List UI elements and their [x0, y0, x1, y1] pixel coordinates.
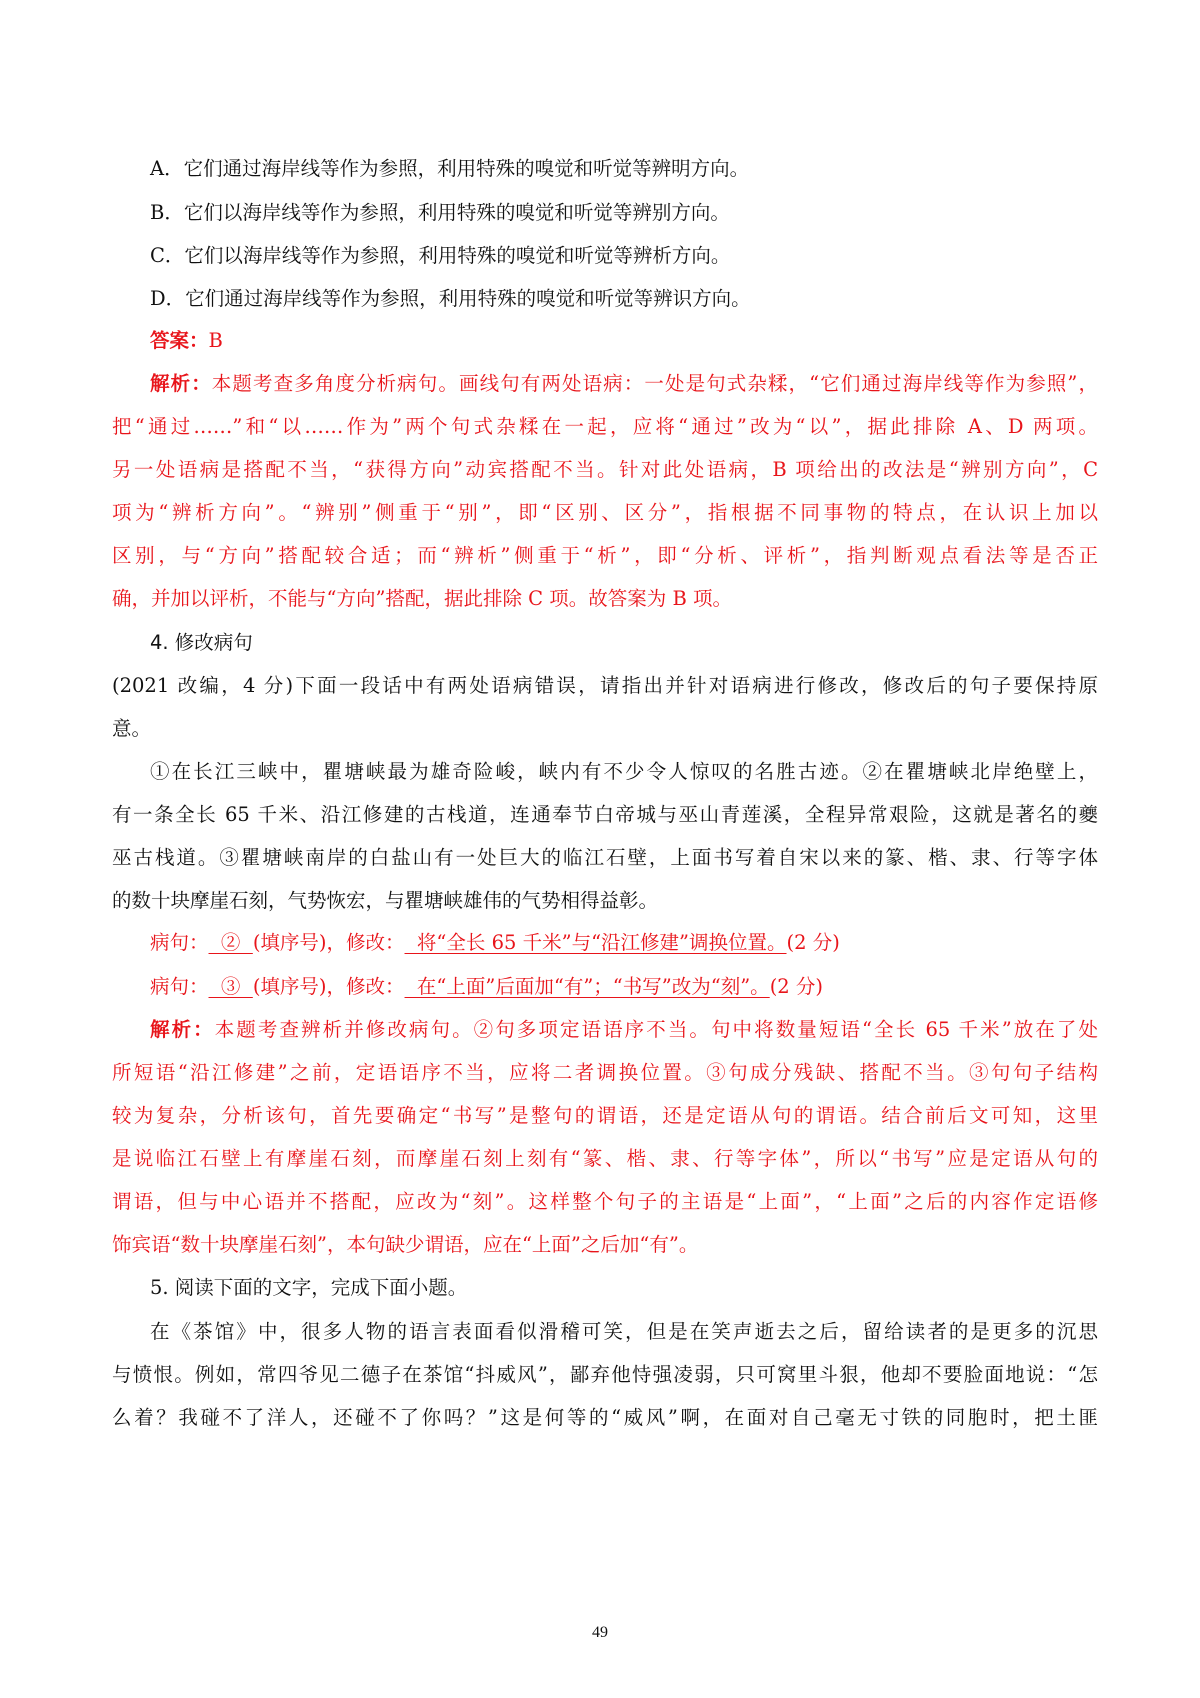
fix2-number: ③: [208, 975, 253, 998]
analysis2-line-2: 所短语“沿江修建”之前，定语语序不当，应将二者调换位置。③句成分残缺、搭配不当。③句句子结构: [112, 1061, 1098, 1084]
q4-passage-line-1: ①在长江三峡中，瞿塘峡最为雄奇险峻，峡内有不少令人惊叹的名胜古迹。②在瞿塘峡北岸绝壁上，: [150, 760, 1098, 783]
analysis1-line-6: 确，并加以评析，不能与“方向”搭配，据此排除 C 项。故答案为 B 项。: [112, 587, 732, 610]
q5-line-2: 与愤恨。例如，常四爷见二德子在茶馆“抖威风”，鄙弃他恃强凌弱，只可窝里斗狠，他却不要脸面地说：“怎: [112, 1363, 1098, 1386]
fix1-line: [150, 929, 1098, 957]
option-d: D．它们通过海岸线等作为参照，利用特殊的嗅觉和听觉等辨识方向。: [150, 287, 751, 310]
answer-label: 答案：: [150, 329, 209, 352]
analysis1-text: 本题考查多角度分析病句。画线句有两处语病：一处是句式杂糅，“它们通过海岸线等作为参照”，: [211, 372, 1098, 395]
q4-prompt-line-1: (2021 改编，4 分)下面一段话中有两处语病错误，请指出并针对语病进行修改，修改后的句子要保持原: [112, 674, 1098, 697]
option-b: B．它们以海岸线等作为参照，利用特殊的嗅觉和听觉等辨别方向。: [150, 201, 730, 224]
fix1-text: 将“全长 65 千米”与“沿江修建”调换位置。: [404, 931, 787, 954]
q5-line-1: 在《茶馆》中，很多人物的语言表面看似滑稽可笑，但是在笑声逝去之后，留给读者的是更多的沉思: [150, 1320, 1098, 1343]
analysis2-line-6: 饰宾语“数十块摩崖石刻”，本句缺少谓语，应在“上面”之后加“有”。: [112, 1233, 699, 1256]
fix1-score: (2 分): [786, 931, 840, 954]
fix2-line: [150, 973, 1098, 1001]
q4-prompt-line-2: 意。: [112, 717, 152, 740]
fix2-label: 病句：: [150, 975, 209, 998]
q5-line-3: 么着？我碰不了洋人，还碰不了你吗？”这是何等的“威风”啊，在面对自己毫无寸铁的同胞时，把土匪: [112, 1406, 1098, 1429]
analysis2-text: 本题考查辨析并修改病句。②句多项定语语序不当。句中将数量短语“全长 65 千米”放在了处: [214, 1018, 1098, 1041]
analysis1-line-4: 项为“辨析方向”。“辨别”侧重于“别”，即“区别、区分”，指根据不同事物的特点，在认识上加以: [112, 501, 1098, 524]
analysis1-label: 解析：: [150, 372, 212, 395]
fix1-label: 病句：: [150, 931, 209, 954]
analysis1-line-1: [150, 370, 1098, 398]
analysis2-line-3: 较为复杂，分析该句，首先要确定“书写”是整句的谓语，还是定语从句的谓语。结合前后文可知，这里: [112, 1104, 1098, 1127]
analysis2-line-1: [150, 1016, 1098, 1044]
fix1-mid: (填序号)，修改：: [252, 931, 405, 954]
q5-heading: 5. 阅读下面的文字，完成下面小题。: [150, 1276, 468, 1299]
answer-value: B: [208, 329, 223, 352]
fix2-text: 在“上面”后面加“有”；“书写”改为“刻”。: [404, 975, 770, 998]
analysis2-label: 解析：: [150, 1018, 215, 1041]
analysis1-line-2: 把“通过……”和“以……作为”两个句式杂糅在一起，应将“通过”改为“以”，据此排除 A、D 两项。: [112, 415, 1098, 438]
fix2-score: (2 分): [769, 975, 824, 998]
analysis1-line-5: 区别，与“方向”搭配较合适；而“辨析”侧重于“析”，即“分析、评析”，指判断观点看法等是否正: [112, 544, 1098, 567]
fix1-number: ②: [208, 931, 253, 954]
page-number: 49: [592, 1624, 608, 1641]
option-a: A．它们通过海岸线等作为参照，利用特殊的嗅觉和听觉等辨明方向。: [150, 157, 750, 180]
analysis1-line-3: 另一处语病是搭配不当，“获得方向”动宾搭配不当。针对此处语病，B 项给出的改法是“辨别方向”，C: [112, 458, 1098, 481]
q4-passage-line-4: 的数十块摩崖石刻，气势恢宏，与瞿塘峡雄伟的气势相得益彰。: [112, 889, 659, 912]
q4-passage-line-3: 巫古栈道。③瞿塘峡南岸的白盐山有一处巨大的临江石壁，上面书写着自宋以来的篆、楷、隶、行等字体: [112, 846, 1098, 869]
fix2-mid: (填序号)，修改：: [252, 975, 405, 998]
answer-line: [150, 327, 1098, 355]
q4-heading: 4. 修改病句: [150, 631, 253, 654]
option-c: C．它们以海岸线等作为参照，利用特殊的嗅觉和听觉等辨析方向。: [150, 244, 731, 267]
analysis2-line-5: 谓语，但与中心语并不搭配，应改为“刻”。这样整个句子的主语是“上面”，“上面”之后的内容作定语修: [112, 1190, 1098, 1213]
q4-passage-line-2: 有一条全长 65 千米、沿江修建的古栈道，连通奉节白帝城与巫山青莲溪，全程异常艰险，这就是著名的夔: [112, 803, 1098, 826]
analysis2-line-4: 是说临江石壁上有摩崖石刻，而摩崖石刻上刻有“篆、楷、隶、行等字体”，所以“书写”应是定语从句的: [112, 1147, 1098, 1170]
